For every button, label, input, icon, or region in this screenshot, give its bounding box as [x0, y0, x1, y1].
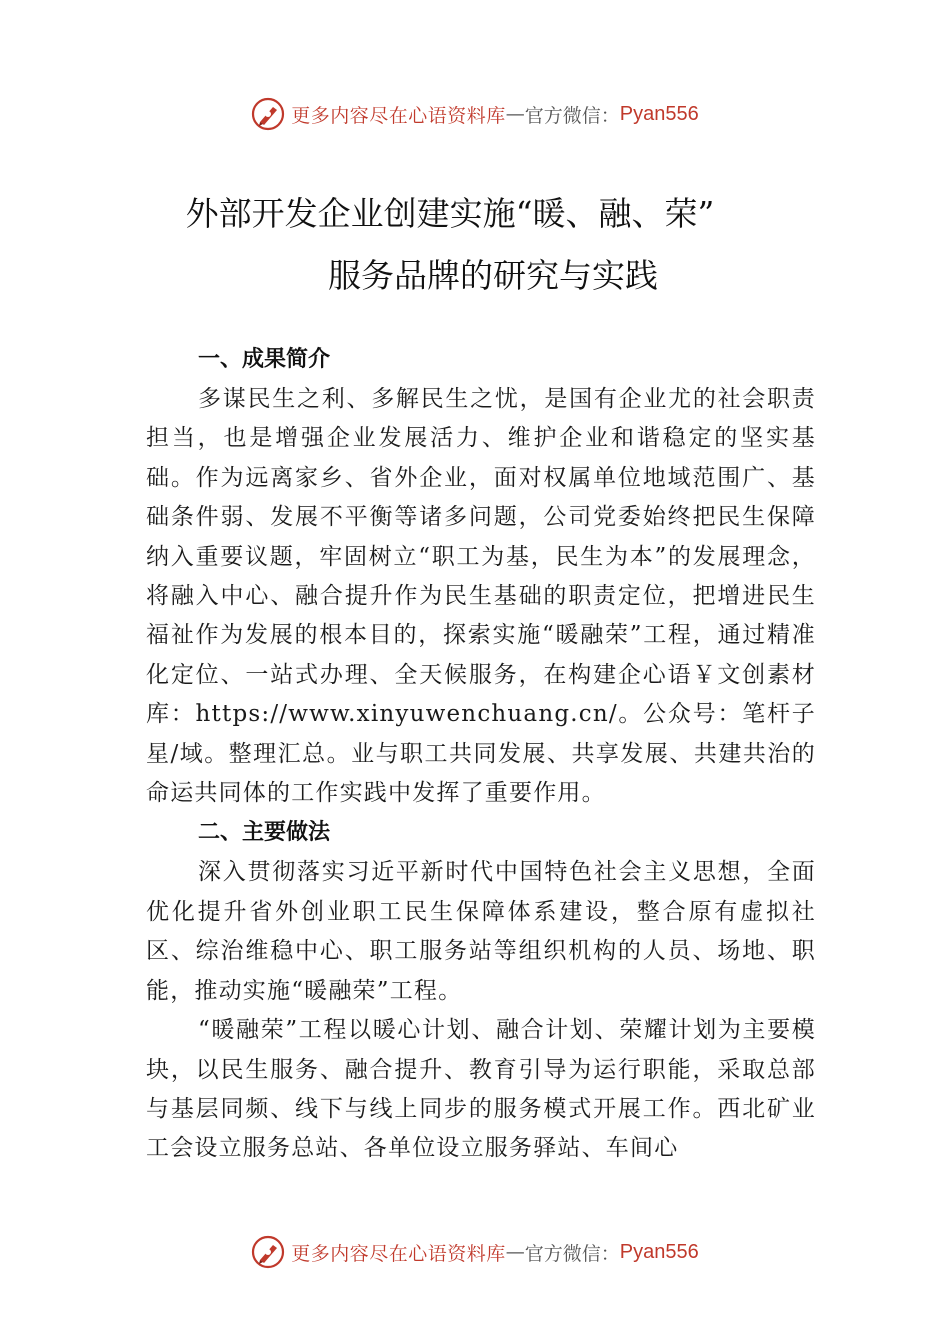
document-title-line1: 外部开发企业创建实施“暖、融、荣” — [185, 194, 715, 233]
paragraph: 深入贯彻落实习近平新时代中国特色社会主义思想，全面优化提升省外创业职工民生保障体系建设，整合原有虚拟社区、综治维稳中心、职工服务站等组织机构的人员、场地、职能，推动实施“暖融荣”工程。 — [146, 859, 816, 1004]
watermark-dash: — — [505, 103, 525, 125]
watermark-banner-top — [0, 94, 950, 134]
watermark-wechat-label: 官方微信： — [524, 104, 620, 127]
pen-logo-icon — [251, 97, 285, 131]
watermark-banner-bottom — [0, 1232, 950, 1272]
watermark-wechat-id: Pyan556 — [619, 102, 699, 125]
document-title-line2: 服务品牌的研究与实践 — [328, 256, 658, 295]
watermark-dash: — — [505, 1241, 525, 1263]
watermark-text: 更多内容尽在心语资料库 — [291, 1242, 506, 1265]
section-heading-achievement: 一、成果简介 — [198, 347, 331, 372]
watermark-text: 更多内容尽在心语资料库 — [291, 104, 506, 127]
watermark-wechat-label: 官方微信： — [524, 1242, 620, 1265]
watermark-wechat-id: Pyan556 — [619, 1240, 699, 1263]
section-heading-practice: 二、主要做法 — [198, 820, 331, 846]
document-body — [146, 340, 816, 1169]
paragraph: “暖融荣”工程以暖心计划、融合计划、荣耀计划为主要模块，以民生服务、融合提升、教育引导为运行职能，采取总部与基层同频、线下与线上同步的服务模式开展工作。西北矿业工会设立服务总站、各单位设立服务驿站、车间心 — [146, 1017, 816, 1162]
pen-logo-icon — [251, 1235, 285, 1269]
paragraph: 多谋民生之利、多解民生之忧，是国有企业尤的社会职责担当，也是增强企业发展活力、维护企业和谐稳定的坚实基础。作为远离家乡、省外企业，面对权属单位地域范围广、基础条件弱、发展不平衡等诸多问题，公司党委始终把民生保障纳入重要议题，牢固树立“职工为基，民生为本”的发展理念，将融入中心、融合提升作为民生基础的职责定位，把增进民生福祉作为发展的根本目的，探索实施“暖融荣”工程，通过精准化定位、一站式办理、全天候服务，在构建企心语￥文创素材库：https://www.xinyuwenchuang.cn/。公众号：笔杆子星/域。整理汇总。业与职工共同发展、共享发展、共建共治的命运共同体的工作实践中发挥了重要作用。 — [146, 386, 816, 807]
